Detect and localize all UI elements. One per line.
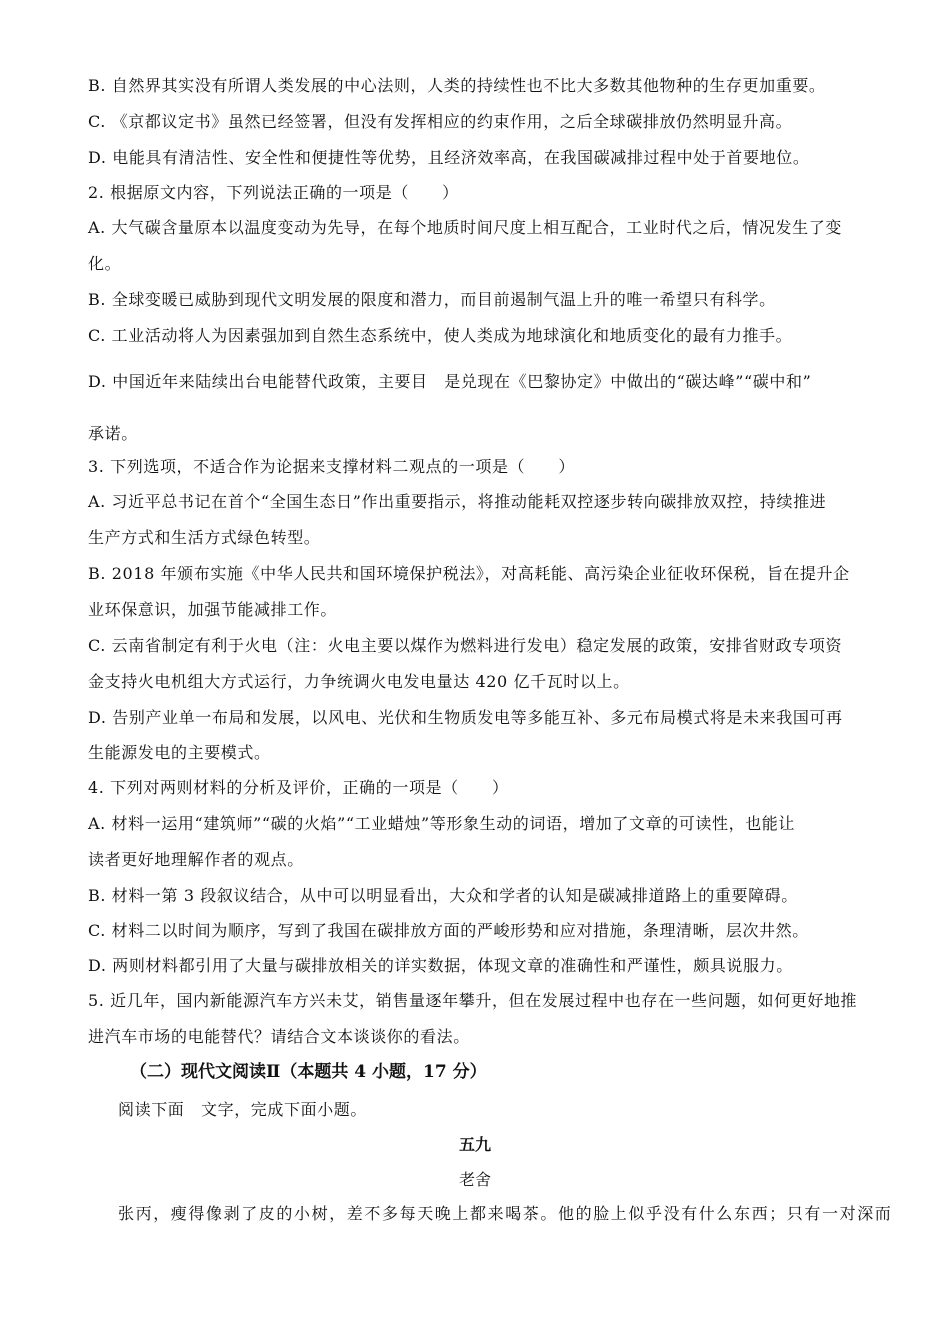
question-4: 4. 下列对两则材料的分析及评价，正确的一项是（ ） — [88, 778, 509, 797]
line-2b: B. 全球变暖已威胁到现代文明发展的限度和潜力，而目前遏制气温上升的唯一希望只有科学。 — [88, 290, 776, 309]
line-2c: C. 工业活动将人为因素强加到自然生态系统中，使人类成为地球演化和地质变化的最有力推手。 — [88, 326, 793, 345]
line-2a: A. 大气碳含量原本以温度变动为先导，在每个地质时间尺度上相互配合，工业时代之后，情况发生了变 — [88, 218, 842, 237]
line-3a-cont: 生产方式和生活方式绿色转型。 — [88, 528, 321, 547]
story-title: 五九 — [458, 1135, 491, 1154]
line-3b-cont: 业环保意识，加强节能减排工作。 — [88, 600, 338, 619]
line-2d: D. 中国近年来陆续出台电能替代政策，主要目 是兑现在《巴黎协定》中做出的“碳达峰”“碳中和” — [88, 372, 812, 391]
line-1d: D. 电能具有清洁性、安全性和便捷性等优势，且经济效率高，在我国碳减排过程中处于首要地位。 — [88, 148, 810, 167]
section-heading: （二）现代文阅读Ⅱ（本题共 4 小题，17 分） — [130, 1062, 487, 1082]
line-4a: A. 材料一运用“建筑师”“碳的火焰”“工业蜡烛”等形象生动的词语，增加了文章的可读性，也能让 — [88, 814, 796, 833]
line-4a-cont: 读者更好地理解作者的观点。 — [88, 850, 304, 869]
question-2: 2. 根据原文内容，下列说法正确的一项是（ ） — [88, 183, 459, 202]
line-4b: B. 材料一第 3 段叙议结合，从中可以明显看出，大众和学者的认知是碳减排道路上的重要障碍。 — [88, 886, 798, 905]
story-author: 老舍 — [458, 1170, 491, 1189]
line-2d-cont: 承诺。 — [88, 424, 138, 443]
reading-instruction: 阅读下面 文字，完成下面小题。 — [118, 1100, 368, 1119]
story-first-line: 张丙，瘦得像剥了皮的小树，差不多每天晚上都来喝茶。他的脸上似乎没有什么东西；只有一对深而 — [118, 1204, 893, 1223]
question-5: 5. 近几年，国内新能源汽车方兴未艾，销售量逐年攀升，但在发展过程中也存在一些问题，如何更好地推 — [88, 991, 858, 1010]
line-3b: B. 2018 年颁布实施《中华人民共和国环境保护税法》，对高耗能、高污染企业征收环保税，旨在提升企 — [88, 564, 850, 583]
question-5-cont: 进汽车市场的电能替代？请结合文本谈谈你的看法。 — [88, 1027, 470, 1046]
line-2a-cont: 化。 — [88, 254, 122, 273]
line-1c: C. 《京都议定书》虽然已经签署，但没有发挥相应的约束作用，之后全球碳排放仍然明显升高。 — [88, 112, 793, 131]
line-1b: B. 自然界其实没有所谓人类发展的中心法则，人类的持续性也不比大多数其他物种的生存更加重要。 — [88, 76, 826, 95]
line-3d-cont: 生能源发电的主要模式。 — [88, 743, 271, 762]
line-3c: C. 云南省制定有利于火电（注：火电主要以煤作为燃料进行发电）稳定发展的政策，安排省财政专项资 — [88, 636, 843, 655]
question-3: 3. 下列选项，不适合作为论据来支撑材料二观点的一项是（ ） — [88, 457, 575, 476]
line-3d: D. 告别产业单一布局和发展，以风电、光伏和生物质发电等多能互补、多元布局模式将是未来我国可再 — [88, 708, 843, 727]
line-3a: A. 习近平总书记在首个“全国生态日”作出重要指示，将推动能耗双控逐步转向碳排放双控，持续推进 — [88, 492, 827, 511]
line-4d: D. 两则材料都引用了大量与碳排放相关的详实数据，体现文章的准确性和严谨性，颇具说服力。 — [88, 956, 793, 975]
line-4c: C. 材料二以时间为顺序，写到了我国在碳排放方面的严峻形势和应对措施，条理清晰，层次井然。 — [88, 921, 809, 940]
line-3c-cont: 金支持火电机组大方式运行，力争统调火电发电量达 420 亿千瓦时以上。 — [88, 672, 630, 691]
